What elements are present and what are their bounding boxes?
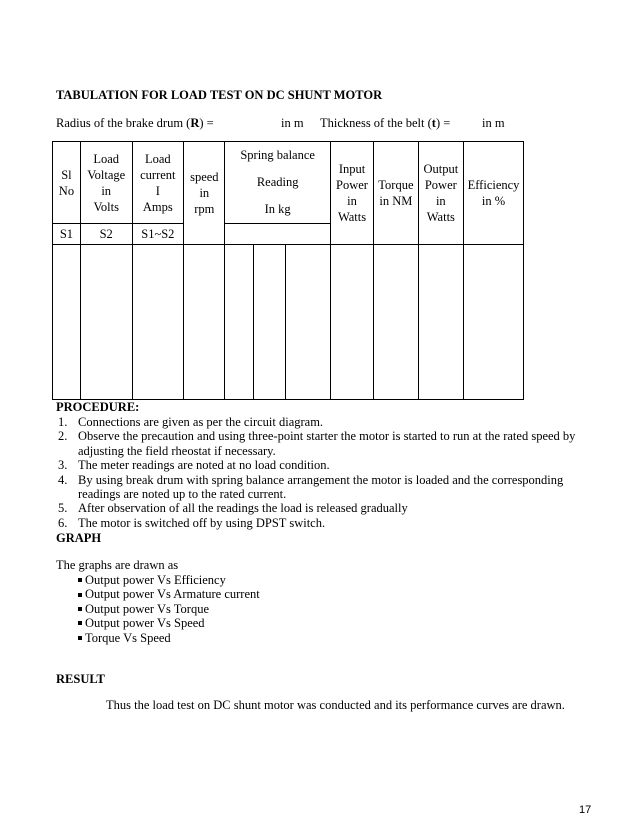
header-load-voltage: Load Voltage in Volts — [80, 142, 132, 224]
header-sl-no: Sl No — [53, 142, 81, 224]
data-cell[interactable] — [464, 245, 524, 400]
header-torque: Torque in NM — [374, 142, 418, 245]
radius-unit: in m — [281, 116, 304, 130]
radius-thickness-line — [56, 116, 616, 132]
procedure-heading: PROCEDURE: — [56, 400, 140, 414]
data-cell[interactable] — [418, 245, 463, 400]
graph-intro: The graphs are drawn as — [56, 558, 179, 572]
data-cell[interactable] — [53, 245, 81, 400]
thickness-label: Thickness of the belt (t) = — [320, 116, 451, 130]
bullet-icon — [78, 593, 82, 597]
bullet-icon — [78, 621, 82, 625]
procedure-section — [56, 400, 596, 530]
header-output-power: Output Power in Watts — [418, 142, 463, 245]
graph-list-item: Output power Vs Efficiency — [78, 573, 260, 587]
bullet-icon — [78, 578, 82, 582]
procedure-step: 6. The motor is switched off by using DPST switch. — [58, 515, 326, 530]
data-cell[interactable] — [254, 245, 286, 400]
procedure-step: 1. Connections are given as per the circuit diagram. — [58, 415, 324, 429]
data-cell[interactable] — [286, 245, 330, 400]
header-efficiency: Efficiency in % — [464, 142, 524, 245]
header-input-power: Input Power in Watts — [330, 142, 373, 245]
radius-label: Radius of the brake drum (R) = — [56, 116, 214, 130]
data-cell[interactable] — [330, 245, 373, 400]
graph-list-item: Torque Vs Speed — [78, 631, 260, 645]
procedure-step: 3. The meter readings are noted at no load condition. — [58, 458, 330, 473]
header-load-current: Load current I Amps — [132, 142, 184, 224]
bullet-icon — [78, 636, 82, 640]
data-cell[interactable] — [132, 245, 184, 400]
procedure-step: 2. Observe the precaution and using three-point starter the motor is started to run at the rated speed by adjusting the field rheostat if necessary. — [58, 429, 576, 458]
graph-list — [78, 573, 260, 645]
procedure-step: 4. By using break drum with spring balance arrangement the motor is loaded and the corresponding readings are noted up to the rated current. — [58, 472, 564, 502]
procedure-steps — [56, 415, 596, 530]
thickness-unit: in m — [482, 116, 505, 130]
page-number: 17 — [579, 804, 592, 816]
graph-list-item: Output power Vs Speed — [78, 616, 260, 630]
graph-list-item: Output power Vs Torque — [78, 602, 260, 616]
header-s1: S1 — [53, 224, 81, 245]
data-cell[interactable] — [80, 245, 132, 400]
graph-heading: GRAPH — [56, 531, 102, 545]
header-s1-s2: S1~S2 — [132, 224, 184, 245]
tabulation-table — [52, 141, 524, 400]
result-text: Thus the load test on DC shunt motor was conducted and its performance curves are drawn. — [106, 698, 565, 712]
data-cell[interactable] — [184, 245, 225, 400]
header-speed: speed in rpm — [184, 142, 225, 245]
empty-data-row — [53, 245, 524, 400]
result-heading: RESULT — [56, 672, 105, 686]
data-cell[interactable] — [225, 245, 254, 400]
page-title: TABULATION FOR LOAD TEST ON DC SHUNT MOTOR — [56, 88, 383, 102]
procedure-step: 5. After observation of all the readings the load is released gradually — [58, 501, 408, 516]
bullet-icon — [78, 607, 82, 611]
data-cell[interactable] — [374, 245, 418, 400]
header-s2: S2 — [80, 224, 132, 245]
header-spring-balance: Spring balance Reading In kg — [225, 142, 330, 224]
graph-list-item: Output power Vs Armature current — [78, 587, 260, 601]
